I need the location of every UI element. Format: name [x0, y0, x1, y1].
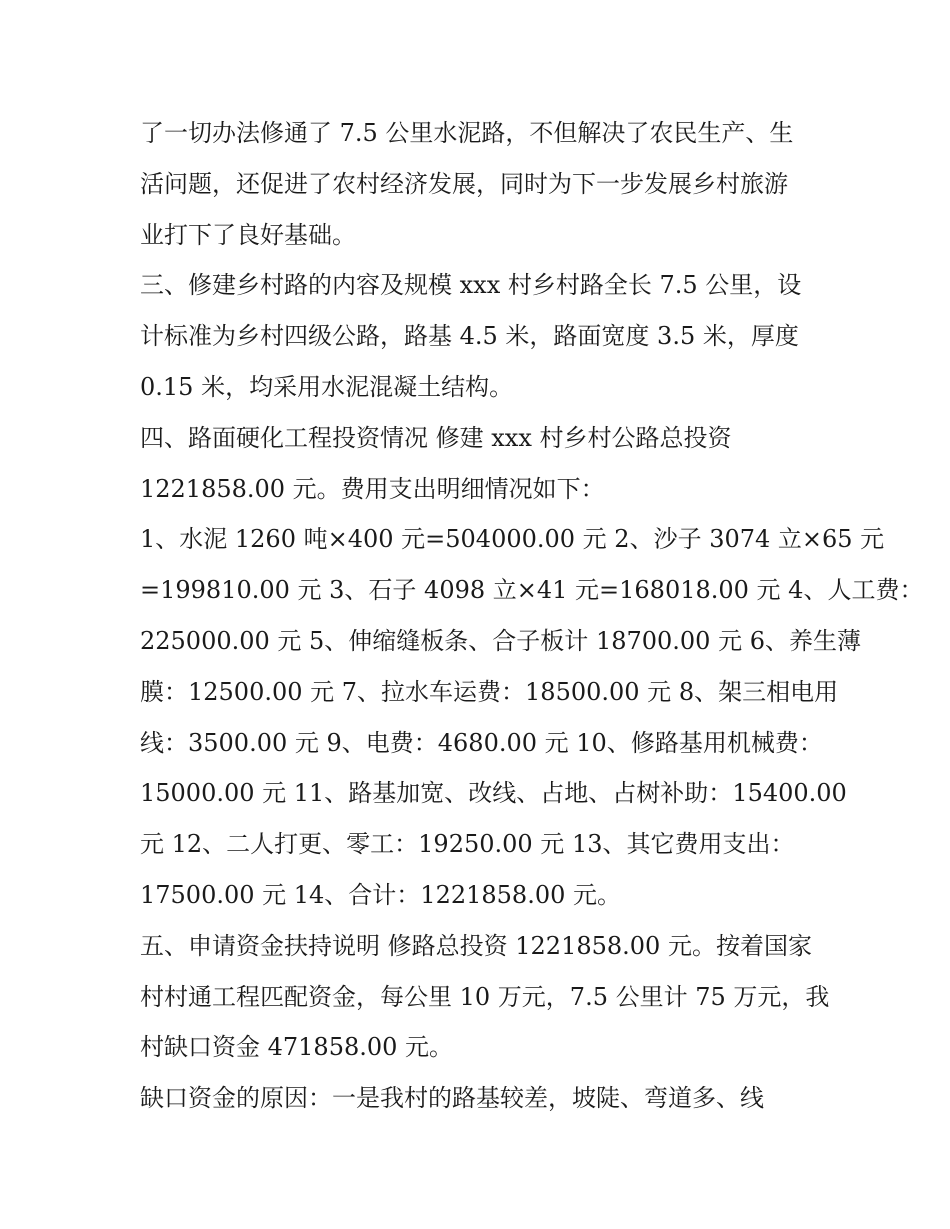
text-line: 村村通工程匹配资金，每公里 10 万元，7.5 公里计 75 万元，我: [140, 982, 830, 1011]
text-line: 业打下了良好基础。: [140, 220, 356, 249]
text-line: 了一切办法修通了 7.5 公里水泥路，不但解决了农民生产、生: [140, 119, 794, 147]
section-heading-line: 四、路面硬化工程投资情况 修建 xxx 村乡村公路总投资: [140, 423, 732, 452]
expense-line: =199810.00 元 3、石子 4098 立×41 元=168018.00 元 4、人工费：: [140, 576, 924, 605]
expense-line: 元 12、二人打更、零工：19250.00 元 13、其它费用支出：: [140, 830, 795, 859]
text-line: 缺口资金的原因：一是我村的路基较差，坡陡、弯道多、线: [140, 1084, 764, 1113]
text-line: 村缺口资金 471858.00 元。: [140, 1033, 454, 1062]
expense-line: 17500.00 元 14、合计：1221858.00 元。: [140, 880, 621, 909]
text-line: 0.15 米，均采用水泥混凝土结构。: [140, 372, 514, 401]
document-body: [140, 108, 924, 1124]
expense-line: 线：3500.00 元 9、电费：4680.00 元 10、修路基用机械费：: [140, 728, 823, 757]
text-line: 1221858.00 元。费用支出明细情况如下：: [140, 474, 605, 503]
expense-line: 225000.00 元 5、伸缩缝板条、合子板计 18700.00 元 6、养生薄: [140, 626, 861, 655]
expense-line: 膜：12500.00 元 7、拉水车运费：18500.00 元 8、架三相电用: [140, 677, 839, 706]
expense-line: 15000.00 元 11、路基加宽、改线、占地、占树补助：15400.00: [140, 779, 847, 808]
text-line: 计标准为乡村四级公路，路基 4.5 米，路面宽度 3.5 米，厚度: [140, 322, 799, 351]
text-line: 活问题，还促进了农村经济发展，同时为下一步发展乡村旅游: [140, 169, 788, 198]
expense-line: 1、水泥 1260 吨×400 元=504000.00 元 2、沙子 3074 立×65 元: [140, 525, 885, 554]
section-heading-line: 三、修建乡村路的内容及规模 xxx 村乡村路全长 7.5 公里，设: [140, 271, 802, 300]
section-heading-line: 五、申请资金扶持说明 修路总投资 1221858.00 元。按着国家: [140, 931, 812, 960]
